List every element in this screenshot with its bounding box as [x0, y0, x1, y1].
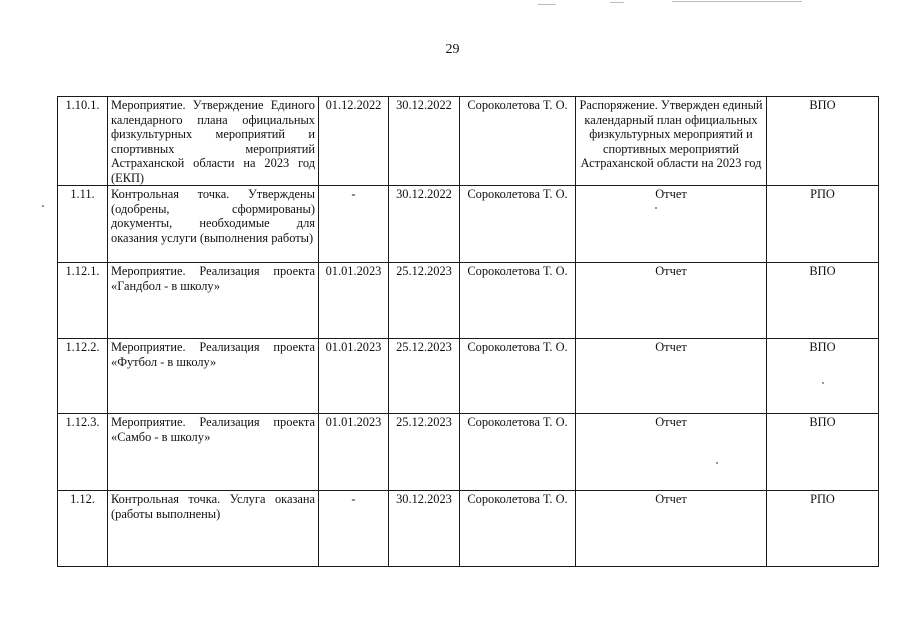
table-row — [58, 339, 879, 414]
row-description: Мероприятие. Реализация проекта «Самбо - в школу» — [108, 414, 319, 491]
row-number: 1.12.2. — [58, 339, 108, 414]
row-end-date: 25.12.2023 — [389, 263, 460, 339]
row-description: Мероприятие. Утверждение Единого календарного плана официальных физкультурных мероприятий и спортивных мероприятий Астраханской области на 2023 год (ЕКП) — [108, 97, 319, 186]
row-start-date: 01.12.2022 — [319, 97, 389, 186]
row-responsible: Сороколетова Т. О. — [460, 97, 576, 186]
row-responsible: Сороколетова Т. О. — [460, 491, 576, 567]
table-row — [58, 97, 879, 186]
row-number: 1.11. — [58, 186, 108, 263]
row-description: Мероприятие. Реализация проекта «Футбол - в школу» — [108, 339, 319, 414]
scan-speck — [42, 205, 44, 207]
row-responsible: Сороколетова Т. О. — [460, 186, 576, 263]
row-description: Мероприятие. Реализация проекта «Гандбол - в школу» — [108, 263, 319, 339]
row-end-date: 30.12.2023 — [389, 491, 460, 567]
table-row — [58, 263, 879, 339]
row-document: Отчет — [576, 263, 767, 339]
row-start-date: 01.01.2023 — [319, 339, 389, 414]
row-level: РПО — [767, 186, 879, 263]
row-document: Отчет — [576, 186, 767, 263]
row-document: Отчет — [576, 339, 767, 414]
scan-artifact-line — [672, 1, 802, 2]
row-responsible: Сороколетова Т. О. — [460, 414, 576, 491]
row-responsible: Сороколетова Т. О. — [460, 263, 576, 339]
row-start-date: 01.01.2023 — [319, 414, 389, 491]
row-end-date: 30.12.2022 — [389, 186, 460, 263]
row-responsible: Сороколетова Т. О. — [460, 339, 576, 414]
table-row — [58, 186, 879, 263]
row-end-date: 25.12.2023 — [389, 339, 460, 414]
row-level: ВПО — [767, 339, 879, 414]
row-document: Отчет — [576, 491, 767, 567]
row-description: Контрольная точка. Утверждены (одобрены, сформированы) документы, необходимые для оказания услуги (выполнения работы) — [108, 186, 319, 263]
row-number: 1.12.1. — [58, 263, 108, 339]
row-start-date: 01.01.2023 — [319, 263, 389, 339]
row-number: 1.12.3. — [58, 414, 108, 491]
row-document: Распоряжение. Утвержден единый календарный план официальных физкультурных мероприятий и спортивных мероприятий Астраханской области на 2023 год — [579, 98, 763, 170]
row-end-date: 30.12.2022 — [389, 97, 460, 186]
row-document: Отчет — [576, 414, 767, 491]
row-start-date: - — [319, 186, 389, 263]
row-number: 1.12. — [58, 491, 108, 567]
row-level: ВПО — [767, 414, 879, 491]
row-level: РПО — [767, 491, 879, 567]
row-level: ВПО — [767, 97, 879, 186]
row-start-date: - — [319, 491, 389, 567]
table-row — [58, 491, 879, 567]
table-row — [58, 414, 879, 491]
scan-artifact-line — [610, 2, 624, 3]
row-description: Контрольная точка. Услуга оказана (работы выполнены) — [108, 491, 319, 567]
plan-table — [57, 96, 879, 567]
row-level: ВПО — [767, 263, 879, 339]
row-end-date: 25.12.2023 — [389, 414, 460, 491]
row-number: 1.10.1. — [58, 97, 108, 186]
page-number: 29 — [445, 42, 460, 57]
scan-artifact-line — [538, 4, 556, 5]
row-document-cell — [576, 97, 767, 186]
